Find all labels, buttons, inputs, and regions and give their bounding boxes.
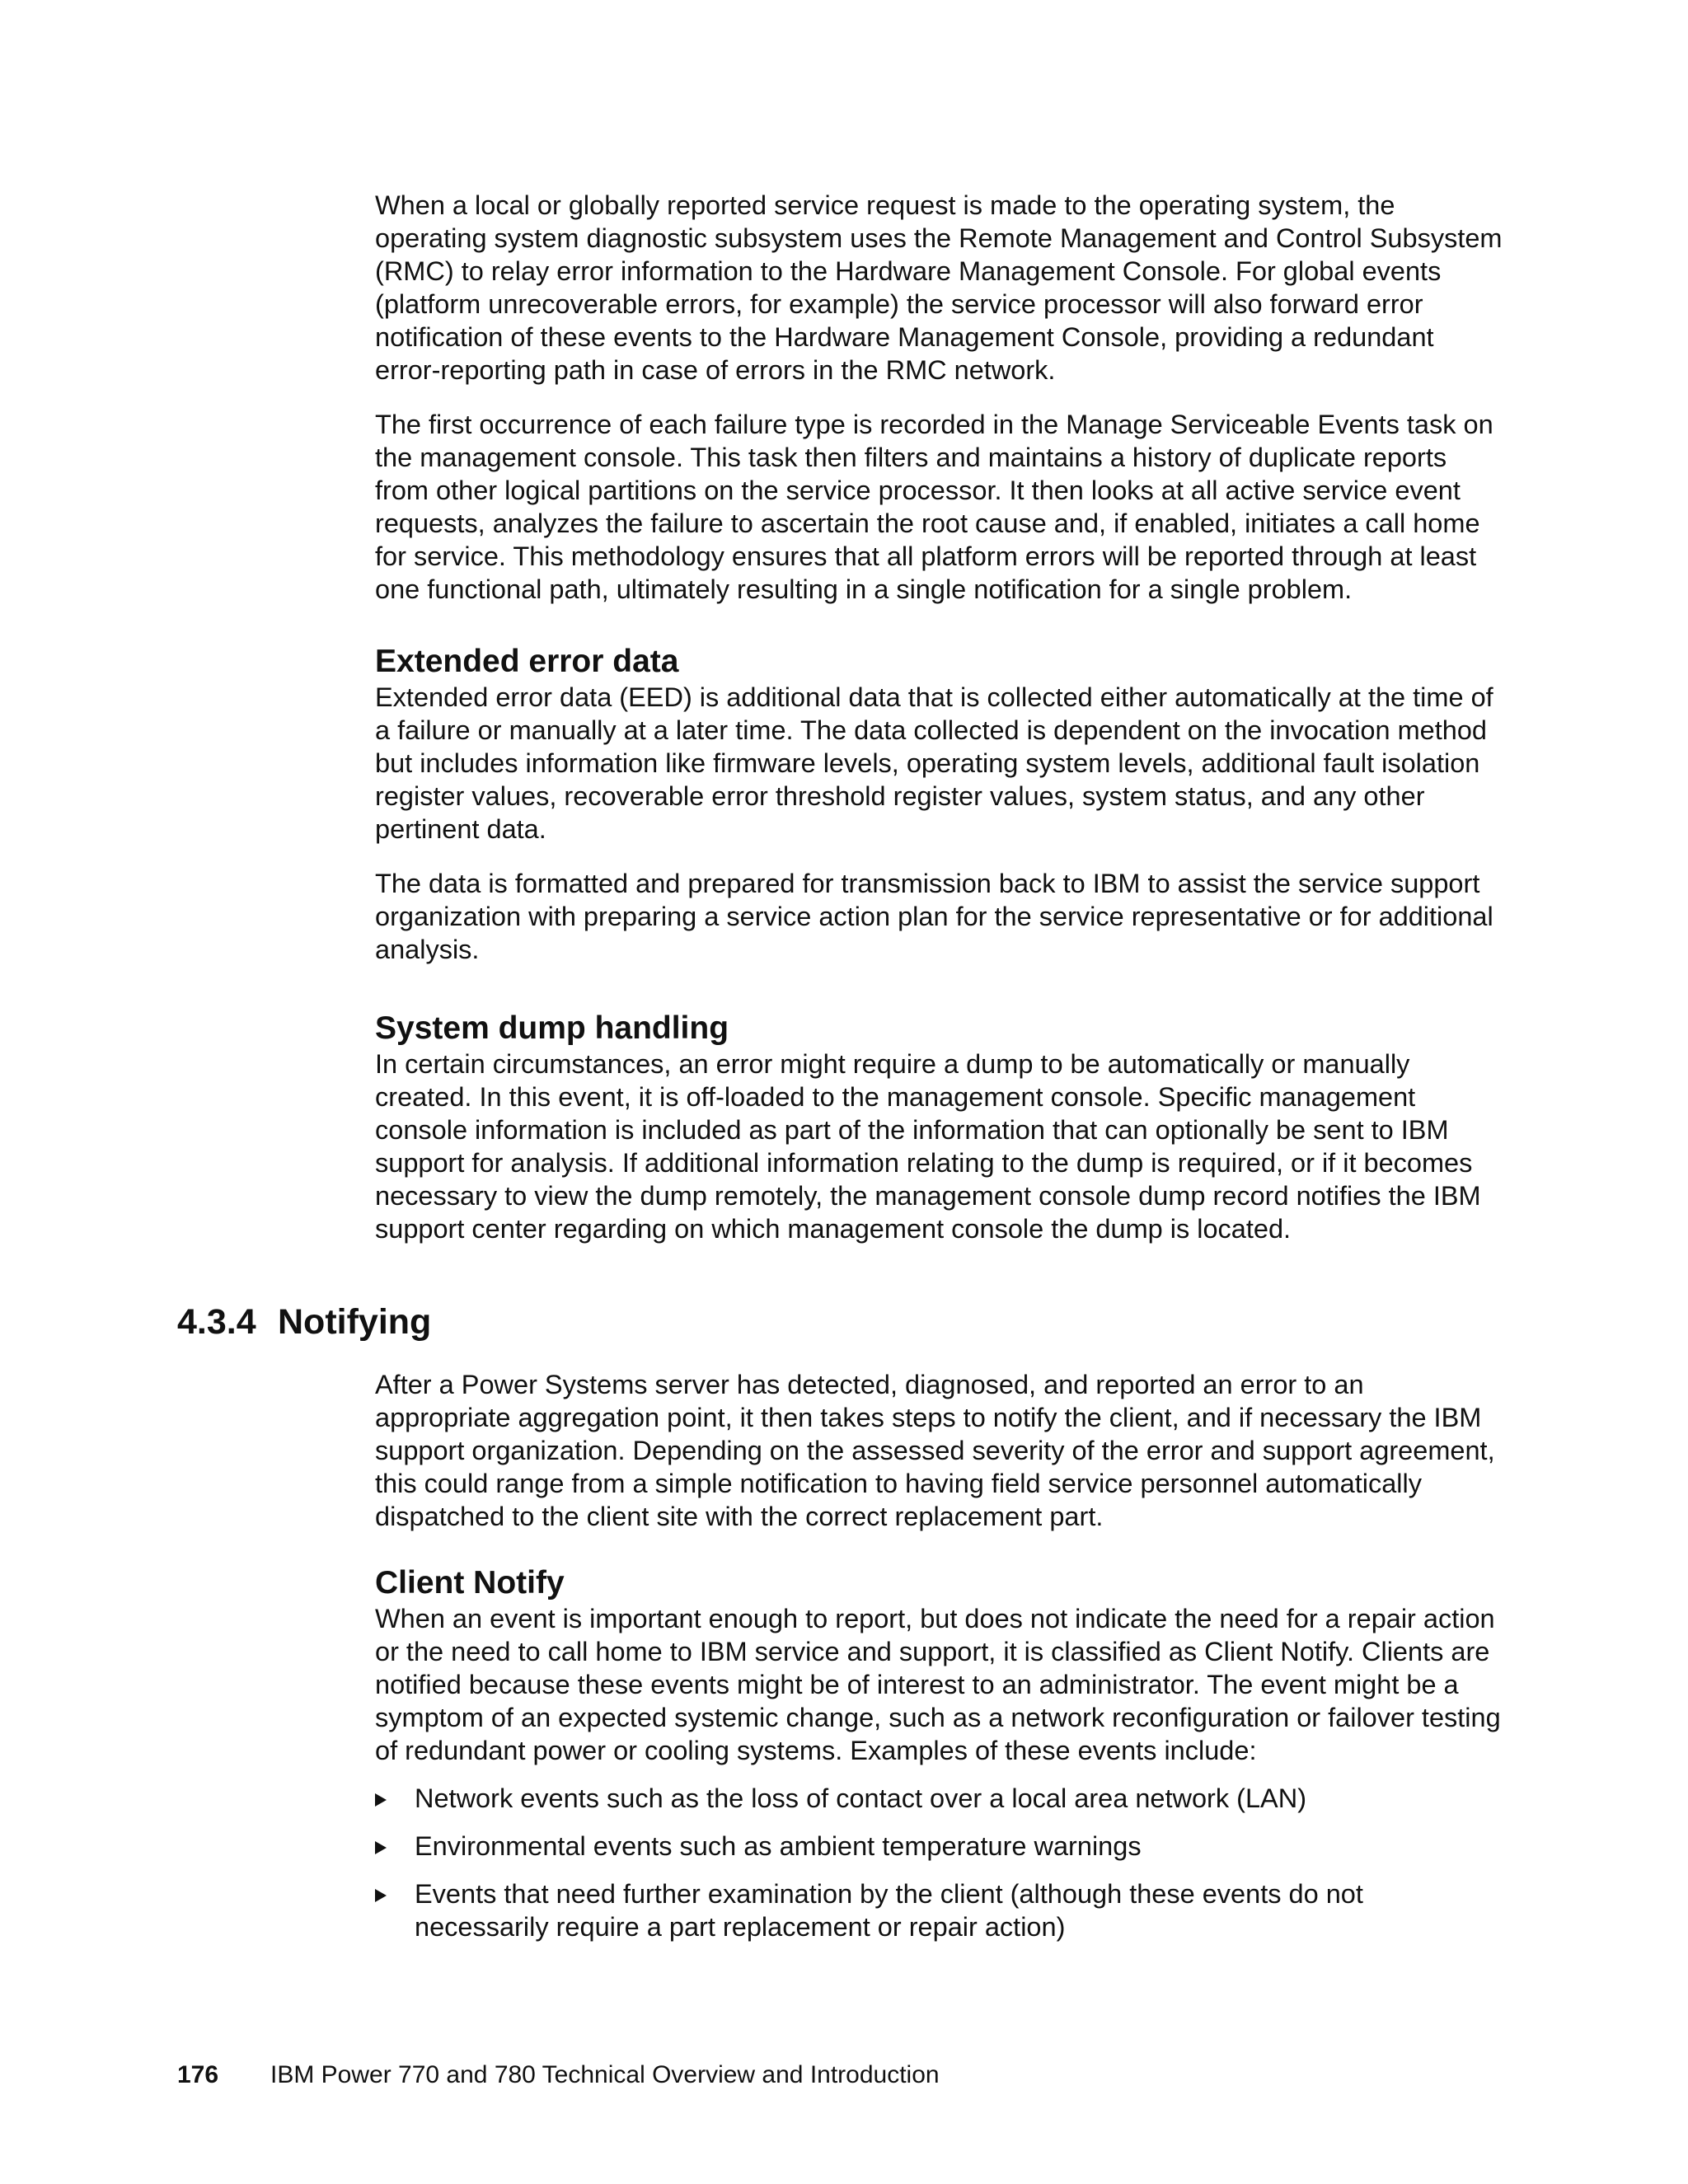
bullet-triangle-icon: [375, 1889, 387, 1902]
client-notify-examples-list: [375, 1782, 1504, 1943]
paragraph-rmc-relay: When a local or globally reported service request is made to the operating system, the operating system diagnostic subsystem uses the Remote Management and Control Subsystem (RMC) to relay error information to the Hardware Management Console. For global events (platform unrecoverable errors, for example) the service processor will also forward error notification of these events to the Hardware Management Console, providing a redundant error-reporting path in case of errors in the RMC network.: [375, 190, 1503, 385]
book-title: IBM Power 770 and 780 Technical Overview and Introduction: [270, 2061, 940, 2088]
heading-client-notify: Client Notify: [375, 1565, 565, 1601]
section-title: Notifying: [278, 1302, 432, 1342]
paragraph-system-dump: In certain circumstances, an error might require a dump to be automatically or manually created. In this event, it is off-loaded to the management console. Specific management console information is included as part of the information that can optionally be sent to IBM support for analysis. If additional information relating to the dump is required, or if it becomes necessary to view the dump remotely, the management console dump record notifies the IBM support center regarding on which management console the dump is located.: [375, 1049, 1481, 1244]
page-footer: [177, 2059, 940, 2092]
bullet-triangle-icon: [375, 1841, 387, 1854]
heading-system-dump-handling: System dump handling: [375, 1010, 729, 1046]
paragraph-eed-transmission: The data is formatted and prepared for transmission back to IBM to assist the service support organization with preparing a service action plan for the service representative or for additional analysis.: [375, 869, 1493, 964]
heading-extended-error-data: Extended error data: [375, 644, 679, 679]
paragraph-client-notify: When an event is important enough to report, but does not indicate the need for a repair action or the need to call home to IBM service and support, it is classified as Client Notify. Clients are notified because these events might be of interest to an administrator. The event might be a symptom of an expected systemic change, such as a network reconfiguration or failover testing of redundant power or cooling systems. Examples of these events include:: [375, 1604, 1501, 1765]
page-number: 176: [177, 2061, 219, 2088]
paragraph-first-occurrence: The first occurrence of each failure type is recorded in the Manage Serviceable Events task on the management console. This task then filters and maintains a history of duplicate reports from other logical partitions on the service processor. It then looks at all active service event requests, analyzes the failure to ascertain the root cause and, if enabled, initiates a call home for service. This methodology ensures that all platform errors will be reported through at least one functional path, ultimately resulting in a single notification for a single problem.: [375, 410, 1493, 604]
section-number: 4.3.4: [177, 1302, 256, 1342]
paragraph-eed-definition: Extended error data (EED) is additional data that is collected either automatically at the time of a failure or manually at a later time. The data collected is dependent on the invocation method but includes information like firmware levels, operating system levels, additional fault isolation register values, recoverable error threshold register values, system status, and any other pertinent data.: [375, 682, 1493, 844]
notifying-intro: [375, 1368, 1504, 1533]
list-item: Environmental events such as ambient temperature warnings: [375, 1830, 1504, 1863]
list-item: Network events such as the loss of contact over a local area network (LAN): [375, 1782, 1504, 1815]
extended-error-section: [375, 643, 1504, 966]
bullet-triangle-icon: [375, 1793, 387, 1807]
paragraph-notifying: After a Power Systems server has detected, diagnosed, and reported an error to an appropriate aggregation point, it then takes steps to notify the client, and if necessary the IBM support organization. Depending on the assessed severity of the error and support agreement, this could range from a simple notification to having field service personnel automatically dispatched to the client site with the correct replacement part.: [375, 1370, 1495, 1531]
client-notify-section: [375, 1564, 1504, 1958]
system-dump-section: [375, 1010, 1504, 1245]
list-item: Events that need further examination by the client (although these events do not necessarily require a part replacement or repair action): [375, 1877, 1504, 1943]
section-heading-notifying: [177, 1300, 431, 1344]
intro-block: [375, 189, 1504, 606]
